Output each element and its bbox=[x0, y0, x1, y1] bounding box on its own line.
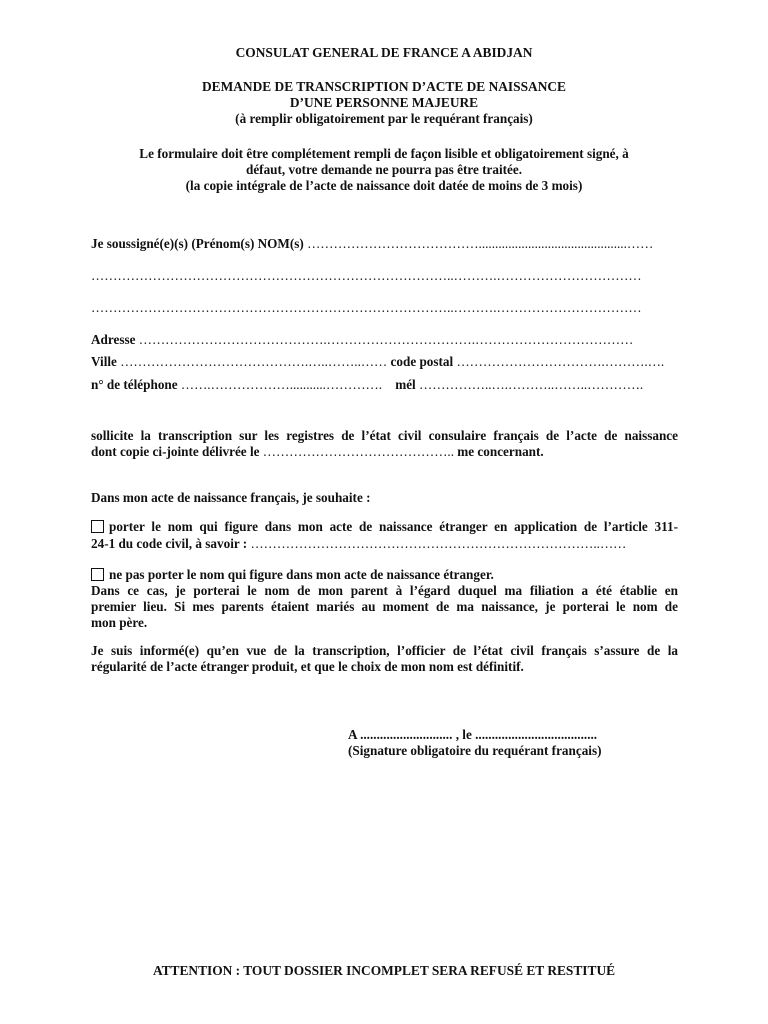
name-continuation-1[interactable]: ………………………………………………………………………..……….…………………………… bbox=[91, 268, 642, 283]
city-label: Ville bbox=[91, 354, 117, 369]
form-title-note: (à remplir obligatoirement par le requérant français) bbox=[235, 111, 533, 126]
email-dots: ……………..….………..……..…………. bbox=[419, 377, 644, 392]
phone-email-field[interactable] bbox=[91, 377, 678, 393]
request-line2[interactable] bbox=[91, 444, 678, 460]
phone-label: n° de téléphone bbox=[91, 377, 178, 392]
option1-line1 bbox=[91, 519, 678, 536]
postal-label: code postal bbox=[390, 354, 454, 369]
option1-text: porter le nom qui figure dans mon acte de naissance étranger en application de l’article 311- bbox=[109, 519, 678, 534]
notice-line2: défaut, votre demande ne pourra pas être traitée. bbox=[245, 162, 523, 177]
option2-line3: premier lieu. Si mes parents étaient mariés au moment de ma naissance, je porterai le nom de bbox=[91, 599, 678, 614]
issue-date-dots: …………………………………….. bbox=[262, 444, 454, 459]
form-title-line1: DEMANDE DE TRANSCRIPTION D’ACTE DE NAISSANCE bbox=[202, 79, 566, 94]
option2-text: ne pas porter le nom qui figure dans mon acte de naissance étranger. bbox=[109, 567, 494, 582]
city-dots: …………………………………….…..……..…… bbox=[120, 354, 388, 369]
address-dots: …………………………………….…………………………….……………………………… bbox=[138, 332, 634, 347]
signature-note: (Signature obligatoire du requérant français) bbox=[348, 743, 602, 758]
issue-date-label: dont copie ci-jointe délivrée le bbox=[91, 444, 260, 459]
name-dots: ………………………………….............................................…… bbox=[307, 236, 654, 251]
option2-line4: mon père. bbox=[91, 615, 148, 630]
option1-line2[interactable] bbox=[91, 536, 678, 552]
signature-place-date[interactable]: A ............................ , le ..................................... bbox=[348, 727, 598, 742]
information-line2: régularité de l’acte étranger produit, et que le choix de mon nom est définitif. bbox=[91, 659, 524, 674]
name-label: Je soussigné(e)(s) (Prénom(s) NOM(s) bbox=[91, 236, 304, 251]
city-postal-field[interactable] bbox=[91, 354, 678, 370]
name-field[interactable] bbox=[91, 236, 678, 252]
request-suffix: me concernant. bbox=[457, 444, 544, 459]
option2-line1 bbox=[91, 567, 678, 583]
consulate-heading: CONSULAT GENERAL DE FRANCE A ABIDJAN bbox=[235, 45, 533, 60]
information-line1: Je suis informé(e) qu’en vue de la transcription, l’officier de l’état civil français s’assure de la bbox=[91, 643, 678, 658]
option2-checkbox[interactable] bbox=[91, 568, 104, 581]
option1-checkbox[interactable] bbox=[91, 520, 104, 533]
notice-line1: Le formulaire doit être complétement rempli de façon lisible et obligatoirement signé, à bbox=[139, 146, 629, 161]
notice-line3: (la copie intégrale de l’acte de naissance doit datée de moins de 3 mois) bbox=[185, 178, 583, 193]
phone-dots: …….………………...........…………. bbox=[180, 377, 383, 392]
option2-line2: Dans ce cas, je porterai le nom de mon parent à l’égard duquel ma filiation a été établie en bbox=[91, 583, 678, 598]
form-title-line2: D’UNE PERSONNE MAJEURE bbox=[289, 95, 479, 110]
incomplete-file-warning: ATTENTION : TOUT DOSSIER INCOMPLET SERA REFUSÉ ET RESTITUÉ bbox=[152, 963, 616, 978]
name-continuation-2[interactable]: ………………………………………………………………………..……….…………………………… bbox=[91, 300, 642, 315]
address-label: Adresse bbox=[91, 332, 136, 347]
option1-name-dots: ……………………………………………………………………..…… bbox=[250, 536, 627, 551]
request-line1: sollicite la transcription sur les registres de l’état civil consulaire français de l’acte de naissance bbox=[91, 428, 678, 443]
choice-intro: Dans mon acte de naissance français, je souhaite : bbox=[91, 490, 371, 505]
address-field[interactable] bbox=[91, 332, 678, 348]
email-label: mél bbox=[395, 377, 416, 392]
postal-dots: …………………………….……….…. bbox=[456, 354, 665, 369]
option1-name-label: 24-1 du code civil, à savoir : bbox=[91, 536, 248, 551]
